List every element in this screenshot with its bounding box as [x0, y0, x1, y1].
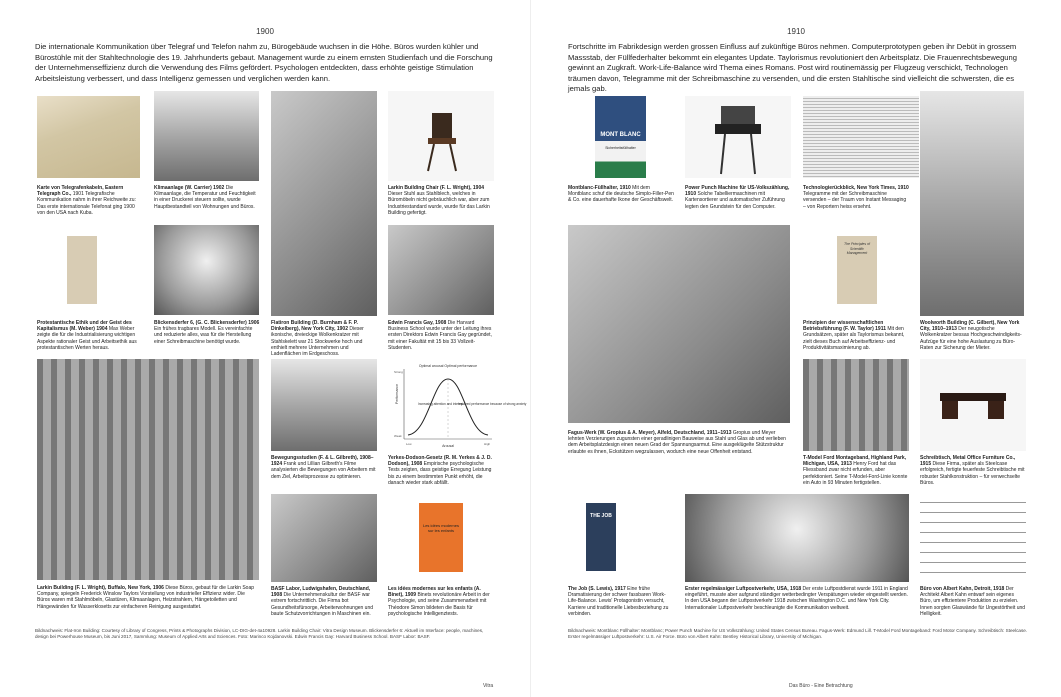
footer-title: Das Büro - Eine Betrachtung [789, 683, 853, 689]
caption-fagus-werk: Fagus-Werk (W. Gropius & A. Meyer), Alfeld, Deutschland, 1911–1913 Gropius und Meyer lehnten Verzierungen zugunsten einer geradlinigen Bauweise aus Stahl und Glas ab und verlieben dem Arbeitsplatzdesign einen neuen Grad der Spannungsarmut. Eine ausgeklügelte Stützstruktur erlaubte es ihnen, Eckstützen wegzulassen, wodurch eine neue Offenheit entstand. [568, 430, 786, 455]
caption-ford: T-Model Ford Montageband, Highland Park, Michigan, USA, 1913 Henry Ford hat das Fliessband zwar nicht erfunden, aber perfektioniert. Seine T-Model-Ford-Linie konnte ein Auto in 93 Minuten fertigstellen. [803, 455, 908, 486]
caption-gilbreth: Bewegungsstudien (F. & L. Gilbreth), 1908–1924 Frank und Lillian Gilbreth's Filme analysierten die Bewegungen von Arbeitern mit dem Ziel, Arbeitsprozesse zu optimieren. [271, 455, 376, 480]
caption-yerkes-dodson: Yerkes-Dodson-Gesetz (R. M. Yerkes & J. D. Dodson), 1908 Empirische psychologische Tests zeigten, dass geistige Erregung Leistung bis zu einem bestimmten Punkt erhöht, die danach wieder stark abfällt. [388, 455, 492, 486]
caption-larkin-building: Larkin Building (F. L. Wright), Buffalo, New York, 1906 Diese Büros, gebaut für die Larkin Soap Company, spiegeln Frederick Winslow Taylors Vorstellung von industrieller Effizienz wider. Die Büros waren mit Stahlmöbeln, Glastüren, Klimaanlagen, Heizstrahlern, Hängetoiletten und Hängewänden für Wasserklosetts zur einfacheren Reinigung ausgestattet. [37, 585, 255, 610]
punch-machine-drawing [685, 96, 791, 178]
left-page [0, 0, 530, 697]
caption-desk: Schreibtisch, Metal Office Furniture Co., 1915 Diese Firma, später als Steelcase erfolgreich, fertigte feuerfeste Schreibtische mit robuster Stahlkonstruktion – für verwechselte Büros. [920, 455, 1025, 486]
caption-kahn: Büro von Albert Kahn, Detroit, 1918 Der Architekt Albert Kahn entwarf sein eigenes Büro, um effizientere Produktion zu erzielen. Innen sorgten Glaswände für Ungestörtheit und Helligkeit. [920, 586, 1026, 617]
flatiron-image [271, 91, 377, 316]
chart-left-label: Increasing attention and interest [418, 402, 464, 406]
woolworth-building-image [920, 91, 1024, 316]
caption-telegraph: Karte von Telegrafenkabeln, Eastern Telegraph Co., 1901 Telegrafische Kommunikation nahm in ihrer Reichweite zu: Das erste internationale Telefonat ging 1900 von den USA nach Kuba. [37, 185, 136, 216]
chair-drawing [388, 91, 494, 181]
air-conditioner-image [154, 91, 259, 181]
binet-book-title: Les idées modernes sur les enfants [422, 523, 460, 533]
caption-binet: Les idées modernes sur les enfants (A. Binet), 1909 Binets revolutionäre Arbeit in der Psychologie, und seine Zusammenarbeit mit Théodore Simon bildeten die Basis für psychologische Intelligenztests. [388, 586, 490, 617]
caption-the-job: The Job (S. Lewis), 1917 Eine frühe Dramatisierung der schwer fassbaren Work-Life-Balance. Lewis' Protagonistin versucht, Karriere und traditionelle Liebesbeziehung zu verbinden. [568, 586, 669, 617]
montblanc-label: MONT BLANC [600, 132, 641, 138]
intro-text: Fortschritte im Fabrikdesign werden grossen Einfluss auf zukünftige Büros nehmen. Computerprototypen geben ihr Debüt in grossem Massstab, der Füllfederhalter bekommt ein elegantes Update. Taylorismus revolutioniert den Arbeitsplatz. Die Frauenrechtsbewegung gewinnt an Zugkraft. Work-Life-Balance wird Thema eines Romans. Post wird routinemässig per Flugzeug verschickt, Technologen träumen davon, Telegramme mit der Schreibmaschine zu versenden, und die ersten Stahltische sind vielleicht die schwersten, die es jemals gab. [568, 42, 1017, 94]
caption-montblanc: Montblanc-Füllhalter, 1910 Mit dem Montblanc schuf die deutsche Simplo-Filler-Pen & Co. eine dauerhafte Ikone der Geschäftswelt. [568, 185, 674, 204]
caption-airmail: Erster regelmässiger Luftpostverkehr, USA, 1918 Der erste Luftpostdienst wurde 1911 in England eingeführt, musste aber aufgrund ständiger wetterbedingter Verspätungen wieder eingestellt werden. In den USA begann der Luftpostverkehr 1918 zwischen Washington D.C. und New York City. Internationaler Luftpostverkehr beschleunigte die Kommunikation weltweit. [685, 586, 908, 611]
yerkes-dodson-curve [388, 359, 527, 451]
year-heading: 1910 [787, 27, 805, 36]
binet-book-image [419, 503, 463, 572]
ford-assembly-image [803, 359, 909, 451]
chart-xmax: High [484, 442, 491, 446]
chart-ylabel: Performance [395, 383, 399, 404]
caption-basf: BASF Labor, Ludwigshafen, Deutschland, 1908 Die Unternehmenskultur der BASF war extrem fortschrittlich. Die Firma bot Gesundheitsfürsorge, Arbeiterwohnungen und baute Schutzvorrichtungen in Maschinen ein. [271, 586, 374, 617]
year-heading: 1900 [256, 27, 274, 36]
caption-woolworth: Woolworth Building (C. Gilbert), New York City, 1910–1913 Der neugotische Wolkenkratzer bessas Hochgeschwindigkeits-Aufzüge für eine hohe Auslastung zu Büro-Raten zur Sicherung der Mieter. [920, 320, 1022, 351]
chart-top-label: Optimal arousal Optimal performance [418, 364, 478, 368]
caption-nyt: Technologierückblick, New York Times, 1910 Telegramme mit der Schreibmaschine versenden – der Traum von Instant Messaging – von Reportern heiss ersehnt. [803, 185, 909, 210]
intro-text: Die internationale Kommunikation über Telegraf und Telefon nahm zu, Bürogebäude wuchsen in die Höhe. Büros wurden kühler und Bürostühle mit der Stahltechnologie des 19. Jahrhunderts gebaut. Management wurde zu einem ernsten Studienfach und die Forschung der Unternehmenseffizienz durch die Verwendung des Films gefördert. Psychologen entdeckten, dass erhöhte geistige Stimulation Arbeitsleistung verbessert, und dass Intelligenz gemessen und verglichen werden kann. [35, 42, 493, 83]
footer-vitra: Vitra [483, 683, 494, 689]
image-credits: Bildnachweis: Flat-Iron Building: Courtesy of Library of Congress, Prints & Photographs Division, LC-DIG-det-4a10928. Larkin Building Chair: Vitra Design Museum. Blickensderfer 6: Aktuell im Interface: people, machines, design bei Powerhouse Museum, bis Juni 2017, Sammlung: Museum of Applied Arts and Sciences. Foto: Marinco Kojdanovski. Edwin Francis Gay: Harvard Business School. BASF Labor: BASF. [35, 628, 484, 639]
caption-blickensderfer: Blickensderfer 6, (G. C. Blickensderfer) 1906 Ein frühes tragbares Modell. Es vereinfachte und reduzierte alles, was für die Herstellung einer Schreibmaschine benötigt wurde. [154, 320, 260, 345]
caption-edwin-gay: Edwin Francis Gay, 1908 Die Harvard Business School wurde unter der Leitung ihres ersten Direktors Edwin Francis Gay gegründet, mit einer Fakultät mit 15 bis 33 Vollzeit-Studenten. [388, 320, 492, 351]
caption-weber: Protestantische Ethik und der Geist des Kapitalismus (M. Weber) 1904 Max Weber zeigte die für die Industrialisierung wichtigen Aspekte rationaler Geist und Arbeitsethik aus protestantischen Werten heraus. [37, 320, 137, 351]
caption-larkin-chair: Larkin Building Chair (F. L. Wright), 1904 Dieser Stuhl aus Stahlblech, welches in Büromöbeln nicht gebräuchlich war, aber zum Industriestandard wurde, wurde für das Larkin Building gefertigt. [388, 185, 490, 216]
weber-book-image [67, 236, 97, 304]
typewriter-image [154, 225, 259, 315]
chart-right-label: Impaired performance because of strong anxiety [458, 402, 527, 406]
the-job-book-title: THE JOB [590, 513, 612, 519]
chart-xlabel: Arousal [442, 444, 454, 448]
kahn-office-plan-image [920, 494, 1026, 582]
edwin-gay-portrait [388, 225, 494, 315]
the-job-book-image [586, 503, 616, 571]
montblanc-sub: Sicherheitsfüllhalter [605, 146, 636, 150]
nyt-newspaper-image [803, 96, 919, 178]
basf-lab-image [271, 494, 377, 582]
caption-punch-machine: Power Punch Machine für US-Volkszählung, 1910 Solche Tabelliermaschinen mit Kartensortierer und automatischer Zuführung legten den Grundstein für den Computer. [685, 185, 790, 210]
punch-machine-image [685, 96, 791, 178]
fagus-werk-image [568, 225, 790, 423]
airmail-image [685, 494, 909, 582]
desk-drawing [920, 359, 1026, 451]
caption-flatiron: Flatiron Building (D. Burnham & F. P. Dinkelberg), New York City, 1902 Dieser ikonische, dreieckige Wolkenkratzer mit Stahlskelett war 21 Stockwerke hoch und enthielt mehrere Unternehmen und Ladenflächen im Erdgeschoss. [271, 320, 364, 358]
motion-study-image [271, 359, 377, 451]
chart-ymin: Weak [394, 434, 402, 438]
image-credits: Bildnachweis: Montblanc Füllhalter: Montblanc; Power Punch Machine for US Volkszählung: United States Census Bureau. Fagus-Werk: Edmund Lill. T-Model Ford Montageband: Ford Motor Company. Schreibtisch: Steelcase. Erster regelmässiger Luftpostverkehr: U.S. Air Force. Büro von Albert Kahn: Bentley Historical Library, University of Michigan. [568, 628, 1028, 639]
telegraph-map-image [37, 96, 140, 178]
larkin-chair-image [388, 91, 494, 181]
caption-taylor: Prinzipien der wissenschaftlichen Betriebsführung (F. W. Taylor) 1911 Mit den Grundsätzen, später als Taylorismus bekannt, zielt dieses Buch auf Arbeitseffizienz- und Produktivitätsmaximierung ab. [803, 320, 905, 351]
yerkes-dodson-chart [388, 359, 527, 451]
taylor-book-title: The Principles of Scientific Management [843, 242, 871, 255]
right-page [530, 0, 1061, 697]
montblanc-poster-image [595, 96, 646, 178]
larkin-building-interior-image [37, 359, 259, 580]
taylor-book-image [837, 236, 877, 304]
steel-desk-image [920, 359, 1026, 451]
chart-ymax: Strong [394, 370, 403, 374]
chart-xmin: Low [406, 442, 412, 446]
caption-air-conditioner: Klimaanlage (W. Carrier) 1902 Die Klimaanlage, die Temperatur und Feuchtigkeit in einer Druckerei steuern sollte, wurde Hauptbestandteil von Wohnungen und Büros. [154, 185, 256, 210]
